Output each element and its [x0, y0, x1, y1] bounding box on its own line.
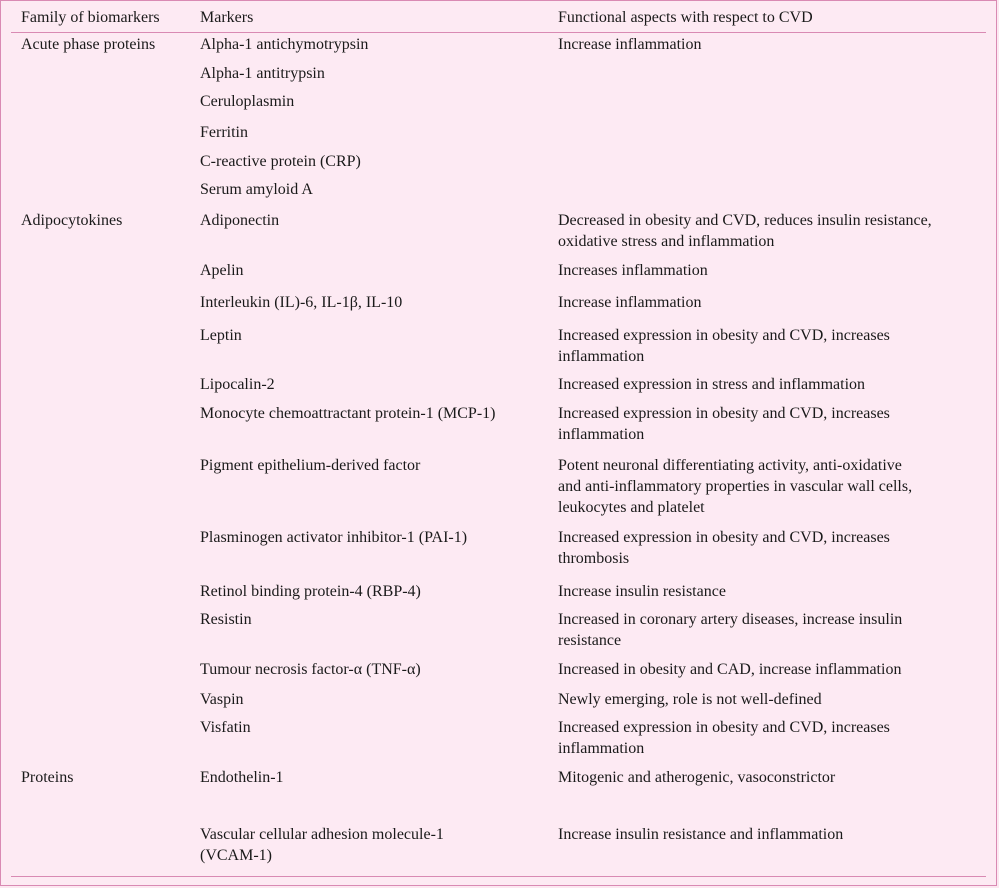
- marker-cell: Apelin: [200, 262, 244, 279]
- function-cell: Increased expression in obesity and CVD, increases thrombosis: [558, 529, 890, 567]
- function-cell: Newly emerging, role is not well-defined: [558, 691, 822, 708]
- marker-cell: Resistin: [200, 611, 252, 628]
- family-cell: Proteins: [21, 769, 74, 786]
- marker-cell: Adiponectin: [200, 212, 280, 229]
- marker-cell: Alpha-1 antichymotrypsin: [200, 36, 369, 53]
- marker-cell: Vaspin: [200, 691, 244, 708]
- marker-cell: Ferritin: [200, 124, 248, 141]
- function-cell: Decreased in obesity and CVD, reduces insulin resistance, oxidative stress and inflammation: [558, 212, 932, 250]
- function-cell: Increased expression in obesity and CVD, increases inflammation: [558, 405, 890, 443]
- marker-cell: C-reactive protein (CRP): [200, 153, 361, 170]
- function-cell: Increased expression in obesity and CVD, increases inflammation: [558, 327, 890, 365]
- header-rule: [11, 32, 986, 33]
- function-cell: Increase inflammation: [558, 36, 702, 53]
- marker-cell: Tumour necrosis factor-α (TNF-α): [200, 661, 421, 678]
- function-cell: Increase inflammation: [558, 294, 702, 311]
- function-cell: Mitogenic and atherogenic, vasoconstrictor: [558, 769, 836, 786]
- marker-cell: Lipocalin-2: [200, 376, 275, 393]
- function-cell: Increases inflammation: [558, 262, 708, 279]
- family-cell: Adipocytokines: [21, 212, 123, 229]
- marker-cell: Alpha-1 antitrypsin: [200, 65, 325, 82]
- marker-cell: Interleukin (IL)-6, IL-1β, IL-10: [200, 294, 403, 311]
- function-cell: Potent neuronal differentiating activity, anti-oxidative and anti-inflammatory properties in vascular wall cells, leukocytes and platelet: [558, 457, 913, 516]
- function-cell: Increase insulin resistance: [558, 583, 726, 600]
- marker-cell: Plasminogen activator inhibitor-1 (PAI-1): [200, 529, 468, 546]
- marker-cell: Pigment epithelium-derived factor: [200, 457, 421, 474]
- function-cell: Increased expression in obesity and CVD, increases inflammation: [558, 719, 890, 757]
- function-cell: Increased in obesity and CAD, increase inflammation: [558, 661, 902, 678]
- family-cell: Acute phase proteins: [21, 36, 156, 53]
- marker-cell: Retinol binding protein-4 (RBP-4): [200, 583, 421, 600]
- function-cell: Increased in coronary artery diseases, increase insulin resistance: [558, 611, 903, 649]
- marker-cell: Monocyte chemoattractant protein-1 (MCP-1): [200, 405, 496, 422]
- function-cell: Increase insulin resistance and inflammation: [558, 826, 844, 843]
- header-markers: Markers: [200, 9, 254, 26]
- marker-cell: Ceruloplasmin: [200, 93, 295, 110]
- header-function: Functional aspects with respect to CVD: [558, 9, 813, 26]
- marker-cell: Endothelin-1: [200, 769, 284, 786]
- marker-cell: Vascular cellular adhesion molecule-1 (VCAM-1): [200, 826, 444, 864]
- marker-cell: Leptin: [200, 327, 242, 344]
- function-cell: Increased expression in stress and inflammation: [558, 376, 866, 393]
- marker-cell: Serum amyloid A: [200, 181, 313, 198]
- bottom-rule: [11, 876, 986, 877]
- marker-cell: Visfatin: [200, 719, 251, 736]
- header-family: Family of biomarkers: [21, 9, 160, 26]
